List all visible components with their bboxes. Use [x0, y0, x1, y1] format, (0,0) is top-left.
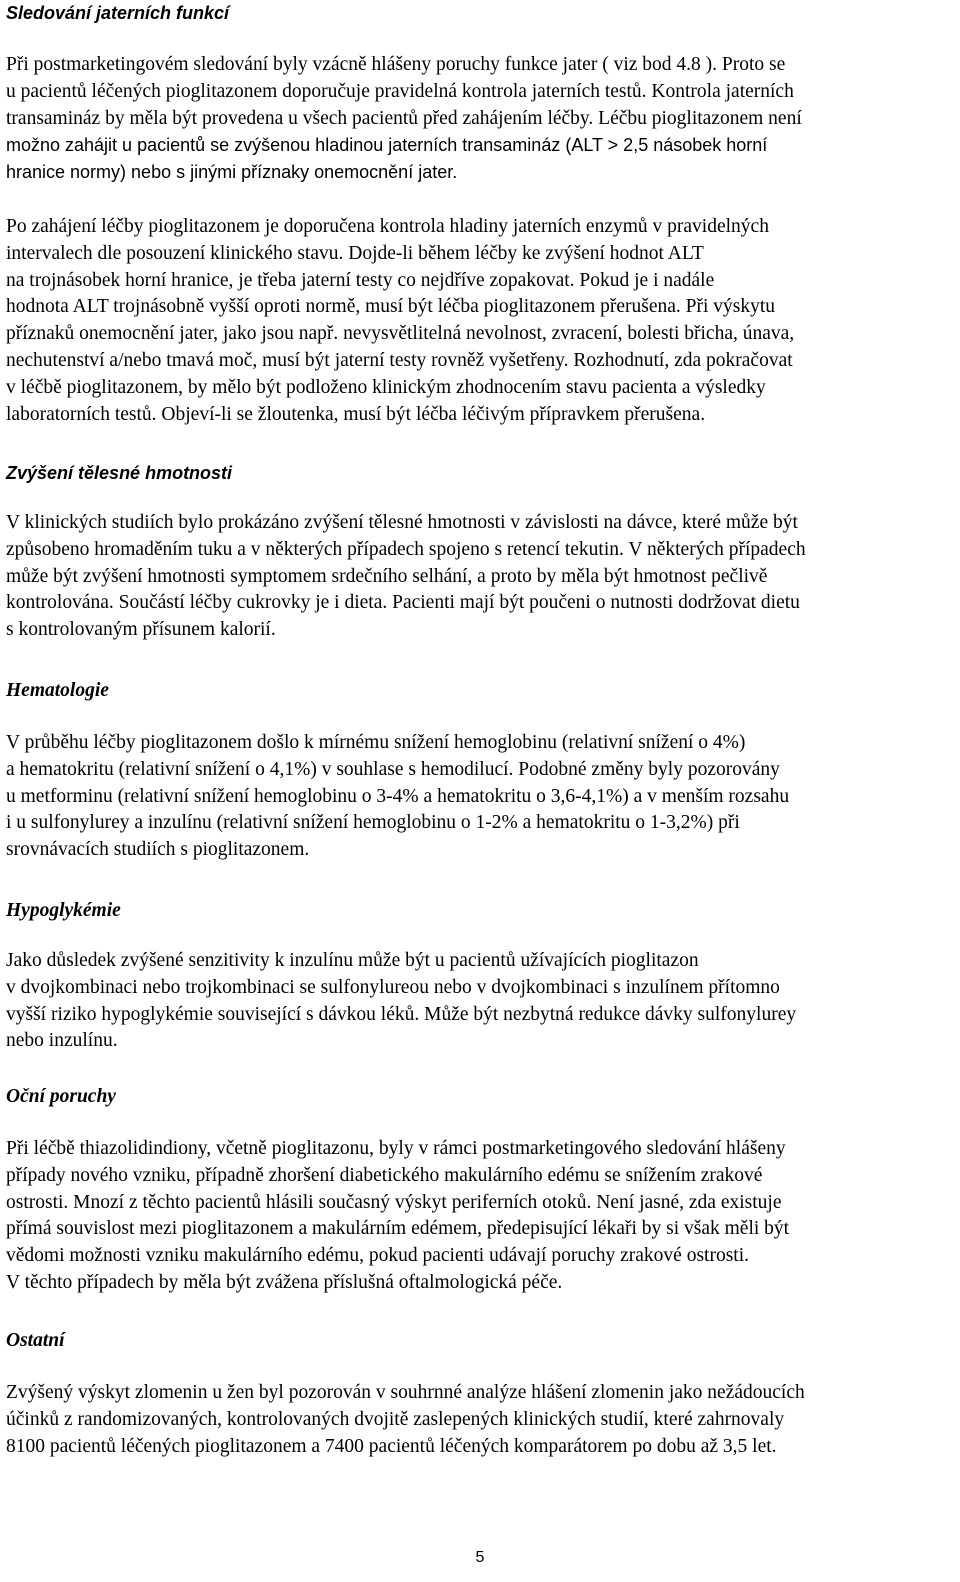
text-line: v léčbě pioglitazonem, by mělo být podloženo klinickým zhodnocením stavu pacienta a výsledky — [6, 376, 766, 398]
section-heading-hematology: Hematologie — [6, 680, 109, 701]
text-line: intervalech dle posouzení klinického stavu. Dojde-li během léčby ke zvýšení hodnot ALT — [6, 242, 704, 264]
text-line: kontrolována. Součástí léčby cukrovky je i dieta. Pacienti mají být poučeni o nutnosti dodržovat dietu — [6, 592, 800, 614]
liver-paragraph-1 — [6, 52, 802, 186]
text-line: 8100 pacientů léčených pioglitazonem a 7400 pacientů léčených komparátorem po dobu až 3,5 let. — [6, 1435, 777, 1457]
text-line: Při léčbě thiazolidindiony, včetně pioglitazonu, byly v rámci postmarketingového sledování hlášeny — [6, 1138, 786, 1159]
section-heading-other: Ostatní — [6, 1330, 65, 1351]
text-line: možno zahájit u pacientů se zvýšenou hladinou jaterních transamináz (ALT > 2,5 násobek horní — [6, 135, 768, 156]
text-line: a hematokritu (relativní snížení o 4,1%) v souhlase s hemodilucí. Podobné změny byly pozorovány — [6, 758, 780, 780]
text-line: s kontrolovaným přísunem kalorií. — [6, 619, 276, 641]
text-line: u metforminu (relativní snížení hemoglobinu o 3-4% a hematokritu o 3,6-4,1%) a v menším rozsahu — [6, 785, 790, 807]
weight-paragraph — [6, 510, 806, 644]
text-line: u pacientů léčených pioglitazonem doporučuje pravidelná kontrola jaterních testů. Kontrola jaterních — [6, 80, 794, 102]
eye-paragraph — [6, 1136, 789, 1297]
text-line: účinků z randomizovaných, kontrolovaných dvojitě zaslepených klinických studií, které zahrnovaly — [6, 1408, 785, 1430]
text-line: Zvýšený výskyt zlomenin u žen byl pozorován v souhrnné analýze hlášení zlomenin jako nežádoucích — [6, 1382, 805, 1403]
text-line: příznaků onemocnění jater, jako jsou např. nevysvětlitelná nevolnost, zvracení, bolesti břicha, únava, — [6, 323, 795, 345]
text-line: Jako důsledek zvýšené senzitivity k inzulínu může být u pacientů užívajících pioglitazon — [6, 950, 699, 971]
text-line: laboratorních testů. Objeví-li se žloutenka, musí být léčba léčivým přípravkem přerušena. — [6, 403, 706, 425]
text-line: způsobeno hromaděním tuku a v některých případech spojeno s retencí tekutin. V některých případech — [6, 538, 806, 560]
page-number: 5 — [475, 1549, 485, 1566]
section-heading-weight: Zvýšení tělesné hmotnosti — [6, 463, 233, 483]
text-line: V těchto případech by měla být zvážena příslušná oftalmologická péče. — [6, 1271, 563, 1293]
hematology-paragraph — [6, 730, 789, 864]
text-line: Po zahájení léčby pioglitazonem je doporučena kontrola hladiny jaterních enzymů v pravidelných — [6, 216, 769, 237]
text-line: srovnávacích studiích s pioglitazonem. — [6, 839, 310, 861]
section-heading-eye: Oční poruchy — [6, 1086, 116, 1107]
text-line: Při postmarketingovém sledování byly vzácně hlášeny poruchy funkce jater ( viz bod 4.8 ). Proto se — [6, 54, 786, 75]
text-line: V průběhu léčby pioglitazonem došlo k mírnému snížení hemoglobinu (relativní snížení o 4%) — [6, 732, 746, 753]
text-line: případy nového vzniku, případně zhoršení diabetického makulárního edému se snížením zrakové — [6, 1164, 763, 1186]
text-line: V klinických studiích bylo prokázáno zvýšení tělesné hmotnosti v závislosti na dávce, které může být — [6, 512, 798, 533]
liver-section — [6, 0, 229, 26]
liver-paragraph-2 — [6, 214, 794, 428]
section-heading-liver: Sledování jaterních funkcí — [6, 3, 230, 23]
text-line: nebo inzulínu. — [6, 1030, 118, 1052]
text-line: na trojnásobek horní hranice, je třeba jaterní testy co nejdříve zopakovat. Pokud je i nadále — [6, 269, 715, 291]
text-line: hranice normy) nebo s jinými příznaky onemocnění jater. — [6, 162, 458, 183]
text-line: v dvojkombinaci nebo trojkombinaci se sulfonylureou nebo v dvojkombinaci s inzulínem přítomno — [6, 976, 780, 998]
other-paragraph — [6, 1380, 805, 1460]
text-line: ostrosti. Mnozí z těchto pacientů hlásili současný výskyt periferních otoků. Není jasné, zda existuje — [6, 1191, 782, 1213]
text-line: přímá souvislost mezi pioglitazonem a makulárním edémem, předepisující lékaři by si však měli být — [6, 1218, 790, 1240]
text-line: nechutenství a/nebo tmavá moč, musí být jaterní testy rovněž vyšetřeny. Rozhodnutí, zda pokračovat — [6, 349, 793, 371]
text-line: hodnota ALT trojnásobně vyšší oproti normě, musí být léčba pioglitazonem přerušena. Při výskytu — [6, 296, 776, 318]
hypoglycemia-paragraph — [6, 948, 796, 1055]
text-line: vědomi možnosti vzniku makulárního edému, pokud pacienti udávají poruchy zrakové ostrosti. — [6, 1245, 749, 1267]
text-line: může být zvýšení hmotnosti symptomem srdečního selhání, a proto by měla být hmotnost pečlivě — [6, 565, 768, 587]
text-line: transamináz by měla být provedena u všech pacientů před zahájením léčby. Léčbu pioglitazonem není — [6, 107, 802, 129]
text-line: vyšší riziko hypoglykémie související s dávkou léků. Může být nezbytná redukce dávky sulfonylurey — [6, 1003, 797, 1025]
text-line: i u sulfonylurey a inzulínu (relativní snížení hemoglobinu o 1-2% a hematokritu o 1-3,2%) při — [6, 812, 740, 834]
section-heading-hypoglycemia: Hypoglykémie — [6, 900, 121, 921]
